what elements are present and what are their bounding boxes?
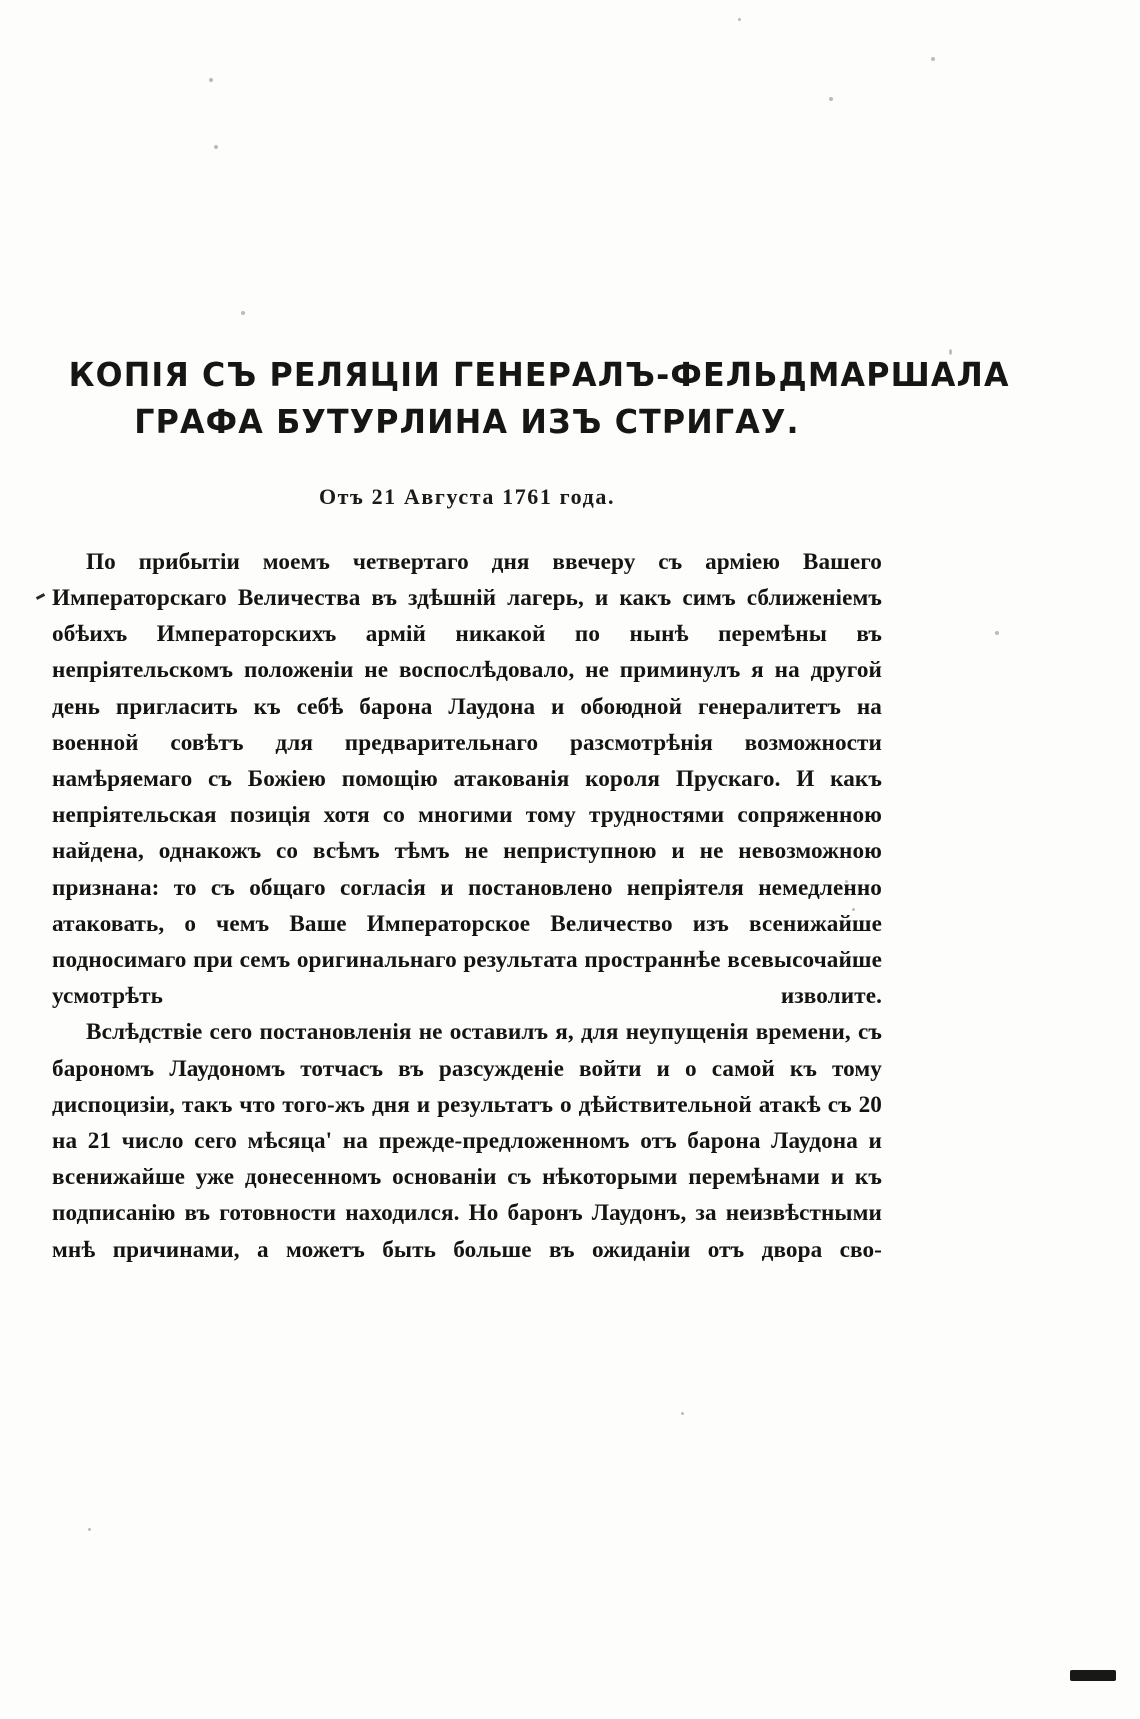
paper-speck <box>209 78 213 82</box>
page-title-line-2: ГРАФА БУТУРЛИНА ИЗЪ СТРИГАУ. <box>134 401 800 441</box>
paper-speck <box>995 631 999 635</box>
paragraph-1: По прибытіи моемъ четвертаго дня ввечеру съ арміею Вашего Императорскаго Величества въ здѣшній лагерь, и какъ симъ сближеніемъ обѣихъ Императорскихъ армій никакой по нынѣ перемѣны въ непріятельскомъ положеніи не воспослѣдовало, не приминулъ я на другой день пригласить къ себѣ барона Лаудона и обоюдной генералитетъ на военной совѣтъ для предварительнаго разсмотрѣнія возможности намѣряемаго съ Божіею помощію атакованія короля Прускаго. И какъ непріятельская позиція хотя со многими тому трудностями сопряженною найдена, однакожъ со всѣмъ тѣмъ не неприступною и не невозможною признана: то съ общаго согласія и постановлено непріятеля немедленно атаковать, о чемъ Ваше Императорское Величество изъ всенижайше подносимаго при семъ оригинальнаго результата пространнѣе всевысочайше усмотрѣть изволите. <box>52 548 882 1010</box>
paper-speck <box>214 145 218 149</box>
paper-speck <box>931 57 935 61</box>
paper-speck <box>829 97 833 101</box>
paper-speck <box>241 311 245 315</box>
paragraph-2: Вслѣдствіе сего постановленія не оставилъ я, для неупущенія времени, съ барономъ Лаудономъ тотчасъ въ разсужденіе войти и о самой къ тому диспоцизіи, такъ что того-жъ дня и результатъ о дѣйствительной атакѣ съ 20 на 21 число сего мѣсяца' на прежде-предложенномъ отъ барона Лаудона и всенижайше уже донесенномъ основаніи съ нѣкоторыми перемѣнами и къ подписанію въ готовности находился. Но баронъ Лаудонъ, за неизвѣстными мнѣ причинами, а можетъ быть больше въ ожиданіи отъ двора сво- <box>52 1019 882 1263</box>
document-date: Отъ 21 Августа 1761 года. <box>318 483 616 509</box>
paper-speck <box>88 1528 91 1531</box>
page-title <box>68 352 1010 446</box>
paper-speck <box>681 1412 684 1415</box>
page-corner-mark <box>1070 1670 1116 1681</box>
margin-mark <box>36 593 45 600</box>
document-body <box>52 544 882 1268</box>
page-title-line-1: КОПІЯ СЪ РЕЛЯЦІИ ГЕНЕРАЛЪ-ФЕЛЬДМАРШАЛА <box>68 355 1010 395</box>
paper-speck <box>738 18 741 21</box>
document-content <box>52 330 1010 1268</box>
paper-speck <box>949 349 952 355</box>
